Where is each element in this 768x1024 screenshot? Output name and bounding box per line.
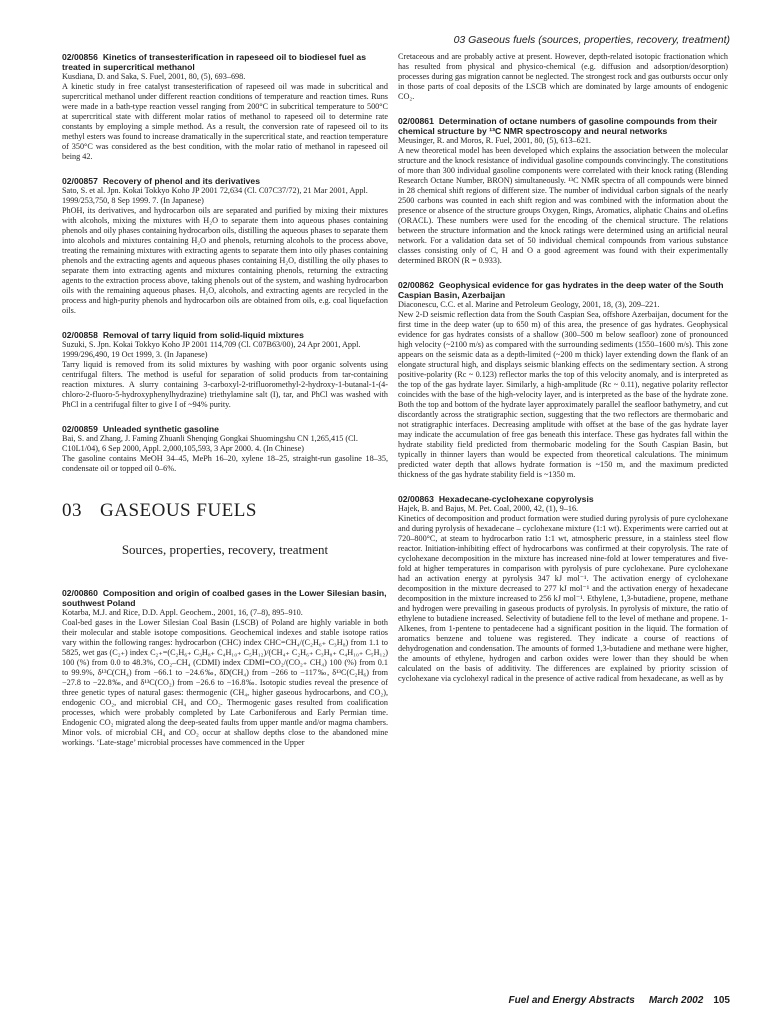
entry-reference: Suzuki, S. Jpn. Kokai Tokkyo Koho JP 2001 114,709 (Cl. C07B63/00), 24 Apr 2001, Appl. 1999/296,490, 19 Oct 1999, 3. (In Japanese)	[62, 340, 361, 359]
left-column	[62, 52, 388, 762]
entry-id: 02/00862	[398, 280, 434, 290]
entry-reference: Hajek, B. and Bajus, M. Pet. Coal, 2000, 42, (1), 9–16.	[398, 504, 579, 513]
abstract-entry	[62, 52, 388, 162]
running-head: 03 Gaseous fuels (sources, properties, recovery, treatment)	[453, 34, 730, 46]
entry-abstract: Coal-bed gases in the Lower Silesian Coal Basin (LSCB) of Poland are highly variable in both their molecular and stable isotope compositions. Geochemical indexes and stable isotope ratios vary within the following ranges: hydrocarbon (CHC) index CHC=CH₄/(C₂H₆₊ C₃H₈) from 1.1 to 5825, wet gas (C₂₊) index C₂₊=(C₂H₆₊ C₃H₈₊ C₄H₁₀₊ C₅H₁₂)/(CH₄₊ C₂H₆₊ C₃H₈₊ C₄H₁₀₊ C₅H₁₂) 100 (%) from 0.0 to 48.3%, CO₂–CH₄ (CDMI) index CDMI=CO₂/(CO₂₊ CH₄) 100 (%) from 0.1 to 99.9%, δ¹³C(CH₄) from −66.1 to −24.6‰, δD(CH₄) from −266 to −117‰, δ¹³C(C₂H₆) from −27.8 to −22.8‰, and δ¹³C(CO₂) from −26.6 to −16.8‰. Isotopic studies reveal the presence of three genetic types of natural gases: thermogenic (CH₄, higher gaseous hydrocarbons, and CO₂), endogenic CO₂, and microbial CH₄ and CO₂. Thermogenic gases resulted from coalification processes, which were probably completed by Late Carboniferous and Early Permian time. Endogenic CO₂ migrated along the deep-seated faults from upper mantle and/or magma chambers. Minor vols. of microbial CH₄ and CO₂ occur at shallow depths close to the abandoned mine workings. ‘Late-stage’ microbial processes have commenced in the Upper	[62, 618, 388, 747]
entry-title	[62, 588, 388, 608]
entry-id: 02/00863	[398, 494, 434, 504]
entry-title	[398, 280, 728, 300]
right-column	[398, 52, 728, 698]
entry-title-text: Kinetics of transesterification in rapeseed oil to biodiesel fuel as treated in supercritical methanol	[62, 52, 366, 72]
entry-reference: Bai, S. and Zhang, J. Faming Zhuanli Shenqing Gongkai Shuomingshu CN 1,265,415 (Cl. C10L1/04), 6 Sep 2000, Appl. 2,000,105,593, 3 Apr 2000. 4. (In Chinese)	[62, 434, 358, 453]
entry-abstract: The gasoline contains MeOH 34–45, MePh 16–20, xylene 18–25, straight-run gasoline 18–35, condensate oil or topped oil 0–6%.	[62, 454, 388, 473]
abstract-entry	[62, 424, 388, 474]
entry-id: 02/00860	[62, 588, 98, 598]
abstract-entry	[62, 588, 388, 748]
page-number: 105	[713, 995, 730, 1006]
entry-id: 02/00858	[62, 330, 98, 340]
entry-abstract: New 2-D seismic reflection data from the South Caspian Sea, offshore Azerbaijan, document for the first time in the deep water (up to 650 m) of this area, the presence of gas hydrates. Geophysical evidence for gas hydrates consists of a shallow (300–500 m below seafloor) zone of pronounced high velocity (~2100 m/s) as compared with the surrounding sediments (1550–1600 m/s). This zone appears on the seismic data as a depth-limited (~200 m thick) layer extending down the flank of an elongate structural high, and displays seismic blanking effects on the sedimentary section. A strong positive-polarity (Rc ~ 0.123) reflector marks the top of this velocity anomaly, and is interpreted as the top of the gas hydrate layer. Similarly, a high-amplitude (Rc ~ 0.11), negative polarity reflector coincides with the base of the high-velocity layer, and is interpreted as the base of the hydrate zone. Both the top and bottom of the hydrate layer approximately parallel the seafloor bathymetry, and cut discordantly across the stratigraphic section, suggesting that the two reflectors are thermobaric and not stratigraphic interfaces. Decreasing amplitude with offset at the base of the gas hydrate layer may indicate the accumulation of free gas beneath this interface. These gas hydrates fall within the hydrate stability field predicted from thermobaric modeling for the South Caspian Basin, but typically in thinner layers than would be expected from theoretical calculations. The minimum predicted water depth that allows hydrate formation is ~150 m, and the maximum predicted thickness of the gas hydrate stability field is ~1350 m.	[398, 310, 728, 479]
entry-abstract: Kinetics of decomposition and product formation were studied during pyrolysis of pure cyclohexane and during pyrolysis of hexadecane – cyclohexane mixture (1:1 wt). Experiments were carried out at 720–800°C, at steam to hydrocarbon ratio 1:1 wt, atmospheric pressure, in a stainless steel flow reactor. Initiation-inhibiting effect of hydrocarbons was confirmed at their copyrolysis. The rate of cyclohexane decomposition in the mixture has increased nine-fold at lower temperatures and five-fold at higher temperatures in comparison with pyrolysis of pure cyclohexane. Pure cyclohexane had an activation energy at pyrolysis 347 kJ mol⁻¹. The activation energy of cyclohexane decomposition in the mixture decreased to 277 kJ mol⁻¹ and the activation energy of hexadecane decomposition in the mixture increased to 256 kJ mol⁻¹. Ethylene, 1,3-butadiene, propene, methane and hydrogen were prevailing in gaseous products of pyrolysis. In pyrolysis of mixture, the ratio of ethylene to butadiene increased. Selectivity of butadiene fell to the level of methane and propene. 1-Alkenes, from 1-pentene to pentadecene had a significant position in the liquid. The formation of aromatics benzene and toluene was registered. They indicate a course of reactions of dehydrogenation and condensation. The amounts of formed 1,3-butadiene and methane were higher, the amounts of ethylene, hydrogen and carbon oxides were lower than they should be when calculated on the basis of additivity. The differences are explained by priority scission of cyclohexane via cyclohexyl radical in the presence of active radical from hexadecane, as well as by	[398, 514, 728, 683]
entry-abstract: Tarry liquid is removed from its solid mixtures by washing with poor organic solvents using centrifugal filters. The method is useful for separation of solid products from tar-containing reaction mixtures. A slurry containing 3-carboxyl-2-trifluoromethyl-2-hydroxy-1-butanal-1-(4-chloro-2-fluoro-5-hydroxyphenylhydrazine) triethylamine salt (I), tar, and PhCl was washed with PhCl in a centrifugal filter to give I of ~94% purity.	[62, 360, 388, 409]
abstract-entry	[398, 494, 728, 684]
entry-reference: Kotarba, M.J. and Rice, D.D. Appl. Geochem., 2001, 16, (7–8), 895–910.	[62, 608, 303, 617]
section-heading	[62, 500, 388, 522]
entry-abstract: Cretaceous and are probably active at present. However, depth-related isotopic fractionation which has resulted from physical and physico-chemical (e.g. diffusion and adsorption/desorption) processes during gas migration cannot be neglected. The strongest rock and gas outbursts occur only in those parts of coal deposits of the LSCB which are dominated by large amounts of endogenic CO₂.	[398, 52, 728, 101]
entry-reference: Meusinger, R. and Moros, R. Fuel, 2001, 80, (5), 613–621.	[398, 136, 591, 145]
entry-id: 02/00861	[398, 116, 434, 126]
journal-name: Fuel and Energy Abstracts	[508, 995, 635, 1006]
entry-title	[62, 176, 388, 186]
issue-date: March 2002	[648, 995, 704, 1006]
abstract-continuation	[398, 52, 728, 102]
entry-title-text: Geophysical evidence for gas hydrates in the deep water of the South Caspian Basin, Azerbaijan	[398, 280, 724, 300]
entry-title	[398, 116, 728, 136]
abstract-entry	[398, 280, 728, 480]
abstract-entry	[62, 176, 388, 316]
entry-title-text: Recovery of phenol and its derivatives	[102, 176, 260, 186]
entry-reference: Diaconescu, C.C. et al. Marine and Petroleum Geology, 2001, 18, (3), 209–221.	[398, 300, 660, 309]
entry-title-text: Removal of tarry liquid from solid-liquid mixtures	[102, 330, 304, 340]
section-number: 03	[62, 500, 82, 521]
entry-reference: Sato, S. et al. Jpn. Kokai Tokkyo Koho JP 2001 72,634 (Cl. C07C37/72), 21 Mar 2001, Appl. 1999/253,750, 8 Sep 1999. 7. (In Japanese)	[62, 186, 368, 205]
entry-title	[398, 494, 728, 504]
entry-id: 02/00859	[62, 424, 98, 434]
entry-title-text: Composition and origin of coalbed gases in the Lower Silesian basin, southwest Poland	[62, 588, 387, 608]
entry-abstract: A new theoretical model has been developed which explains the association between the molecular structure and the knock resistance of individual gasoline compounds convincingly. The constitutions of more than 300 individual gasoline components were correlated with their knock rating (Blending Research Octane Number, BRON) simultaneously. ¹³C NMR spectra of all compounds were binned in 28 chemical shift regions of different size. The number of individual carbon signals of the nearly 2500 carbons was counted in each shift region and was combined with the information about the presence or absence of the structure groups Oxygen, Rings, Aromatics, aliphatic Chains and oLefins (ORACL). These numbers were used for the encoding of the chemical structure. The relations between the structure information and the knock ratings were determined using an artificial neural network. For a validation data set of 50 individual chemical compounds from various substance classes consisting only of C, H and O a good agreement was found with their experimentally determined BRON (R = 0.933).	[398, 146, 728, 265]
abstract-entry	[62, 330, 388, 410]
entry-title	[62, 52, 388, 72]
entry-title-text: Unleaded synthetic gasoline	[102, 424, 219, 434]
abstract-entry	[398, 116, 728, 266]
entry-abstract: PhOH, its derivatives, and hydrocarbon oils are separated and purified by mixing their mixtures with alcohols, mixing the mixtures with H₂O to separate them into aqueous phases containing phenols and oily phases containing hydrocarbon oils, distilling the aqueous phases to separate them into alcohols and mixtures containing H₂O and phenols, returning alcohols to the process above, treating the remaining mixtures with extracting agents to separate them into oily phases containing phenols and the extracting agents and aqueous phases containing H₂O, distilling the oily phases to separate them into extracting agents and mixtures containing phenols, returning the extracting agents to the extraction process above, taking phenols out of the system, and washing hydrocarbon oils with the remaining aqueous phases. H₂O, alcohols, and extracting agents are recycled in the process and high-purity phenols and hydrocarbon oils are obtained from oils, e.g. coal liquefaction oils.	[62, 206, 388, 315]
page-footer	[509, 995, 731, 1006]
entry-abstract: A kinetic study in free catalyst transesterification of rapeseed oil was made in subcritical and supercritical methanol under different reaction conditions of temperature and reaction times. Runs were made in a bath-type reaction vessel ranging from 200°C in subcritical temperature to 500°C at supercritical state with different molar ratios of methanol to rapeseed oil to determine rate constants by employing a simple method. As a result, the conversion rate of rapeseed oil to its methyl esters was found to increase dramatically in the supercritical state, and reaction temperature of 350°C was considered as the best condition, with the molar ratio of methanol in rapeseed oil being 42.	[62, 82, 388, 161]
subsection-heading: Sources, properties, recovery, treatment	[121, 542, 329, 557]
entry-title	[62, 330, 388, 340]
entry-id: 02/00857	[62, 176, 98, 186]
entry-id: 02/00856	[62, 52, 98, 62]
section-title: GASEOUS FUELS	[100, 500, 257, 521]
entry-title-text: Determination of octane numbers of gasoline compounds from their chemical structure by ¹³C NMR spectroscopy and neural networks	[398, 116, 718, 136]
entry-reference: Kusdiana, D. and Saka, S. Fuel, 2001, 80, (5), 693–698.	[62, 72, 246, 81]
entry-title	[62, 424, 388, 434]
entry-title-text: Hexadecane-cyclohexane copyrolysis	[438, 494, 594, 504]
